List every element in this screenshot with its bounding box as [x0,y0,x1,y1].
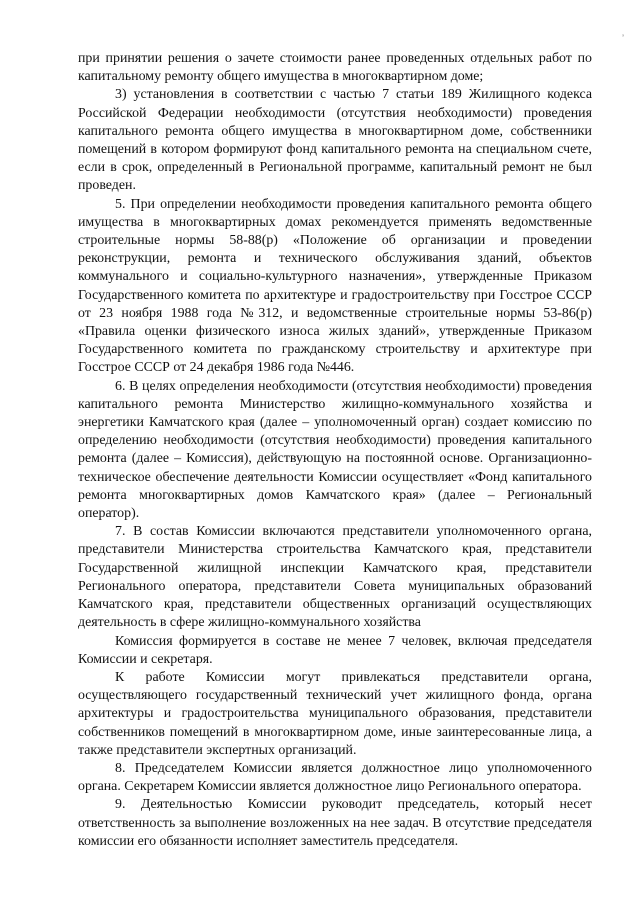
paragraph-commission-participants: К работе Комиссии могут привлекаться представители органа, осуществляющего государственный технический учет жилищного фонда, органа архитектуры и градостроительства муниципального образования, представители собственников помещений в многоквартирном доме, иные заинтересованные лица, а также представители экспертных организаций. [78,669,592,758]
paragraph-item-7: 7. В состав Комиссии включаются представители уполномоченного органа, представители Министерства строительства Камчатского края, представители Государственной жилищной инспекции Камчатского края, представители Регионального оператора, представители Совета муниципальных образований Камчатского края, представители общественных организаций осуществляющих деятельность в сфере жилищно-коммунального хозяйства [78,524,592,631]
paragraph-item-9: 9. Деятельностью Комиссии руководит председатель, который несет ответственность за выполнение возложенных на нее задач. В отсутствие председателя комиссии его обязанности исполняет заместитель председателя. [78,797,592,849]
paragraph-commission-size: Комиссия формируется в составе не менее 7 человек, включая председателя Комиссии и секретаря. [78,633,592,667]
document-page [78,50,592,851]
paragraph-continuation: при принятии решения о зачете стоимости ранее проведенных отдельных работ по капитальному ремонту общего имущества в многоквартирном доме; [78,51,592,85]
paragraph-item-3: 3) установления в соответствии с частью 7 статьи 189 Жилищного кодекса Российской Федерации необходимости (отсутствия необходимости) проведения капитального ремонта общего имущества в многоквартирном доме, собственники помещений в котором формируют фонд капитального ремонта на специальном счете, если в срок, определенный в Региональной программе, капитальный ремонт не был проведен. [78,87,592,194]
paragraph-item-5: 5. При определении необходимости проведения капитального ремонта общего имущества в многоквартирных домах рекомендуется применять ведомственные строительные нормы 58-88(р) «Положение об организации и проведении реконструкции, ремонта и технического обслуживания зданий, объектов коммунального и социально-культурного назначения», утвержденные Приказом Государственного комитета по архитектуре и градостроительству при Госстрое СССР от 23 ноября 1988 года №312, и ведомственные строительные нормы 53-86(р) «Правила оценки физического износа жилых зданий», утвержденные Приказом Государственного комитета по гражданскому строительству и архитектуре при Госстрое СССР от 24 декабря 1986 года №446. [78,196,592,376]
margin-mark: ’ [622,33,624,43]
paragraph-item-8: 8. Председателем Комиссии является должностное лицо уполномоченного органа. Секретарем Комиссии является должностное лицо Регионального оператора. [78,760,592,795]
paragraph-item-6: 6. В целях определения необходимости (отсутствия необходимости) проведения капитального ремонта Министерство жилищно-коммунального хозяйства и энергетики Камчатского края (далее – уполномоченный орган) создает комиссию по определению необходимости (отсутствия необходимости) проведения капитального ремонта (далее – Комиссия), действующую на постоянной основе. Организационно-техническое обеспечение деятельности Комиссии осуществляет «Фонд капитального ремонта многоквартирных домов Камчатского края» (далее – Региональный оператор). [78,378,592,522]
